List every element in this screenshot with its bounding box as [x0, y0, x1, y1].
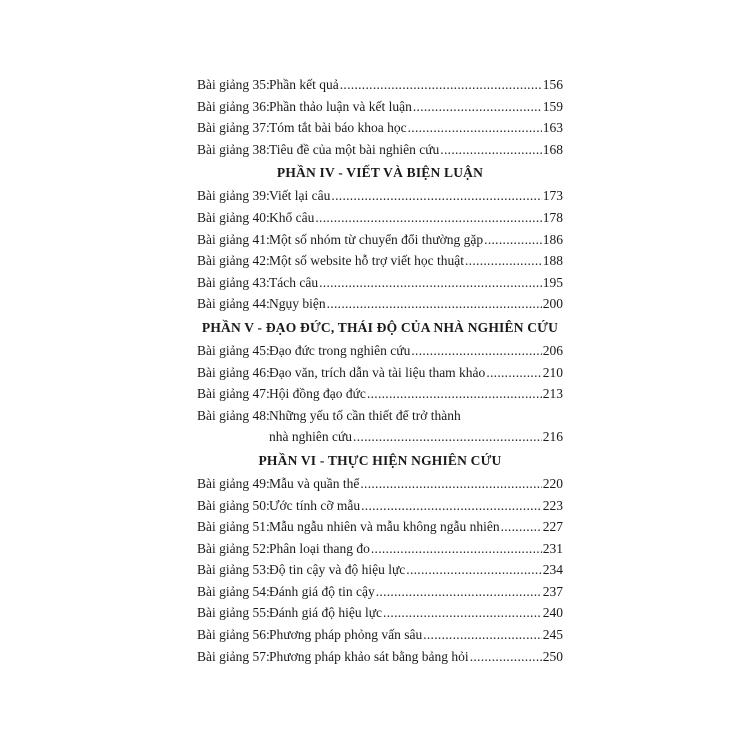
toc-entry [197, 383, 563, 405]
lecture-label: Bài giảng 36: [197, 98, 270, 114]
toc-entry [197, 272, 563, 294]
lecture-title: Những yếu tố cần thiết để trở thành [269, 407, 461, 423]
page-number: 237 [542, 583, 563, 599]
lecture-label: Bài giảng 41: [197, 231, 270, 247]
lecture-title: Tách câu [269, 274, 319, 290]
lecture-label: Bài giảng 48: [197, 407, 270, 423]
lecture-label: Bài giảng 42: [197, 253, 270, 269]
dot-leader [319, 272, 542, 294]
dot-leader [465, 250, 542, 272]
toc-entry [197, 96, 563, 118]
page-number: 210 [542, 364, 563, 380]
lecture-title: Tóm tắt bài báo khoa học [269, 120, 407, 136]
table-of-contents [197, 74, 563, 667]
lecture-label: Bài giảng 40: [197, 209, 270, 225]
lecture-label: Bài giảng 35: [197, 77, 270, 92]
dot-leader [331, 185, 541, 207]
toc-entry [197, 207, 563, 229]
page-number: 178 [542, 209, 563, 225]
toc-entry [197, 340, 563, 362]
dot-leader [423, 624, 542, 646]
dot-leader [315, 207, 541, 229]
lecture-title: Viết lại câu [269, 188, 331, 204]
toc-entry [197, 538, 563, 560]
lecture-label: Bài giảng 38: [197, 141, 270, 157]
lecture-title: Phương pháp phỏng vấn sâu [269, 627, 423, 643]
dot-leader [411, 340, 541, 362]
page-number: 186 [542, 231, 563, 247]
toc-entry [197, 74, 563, 96]
toc-entry [197, 250, 563, 272]
lecture-title: Hội đồng đạo đức [269, 386, 366, 402]
toc-entry [197, 139, 563, 161]
page-number: 195 [542, 274, 563, 290]
dot-leader [486, 362, 541, 384]
toc-entry [197, 473, 563, 495]
lecture-title: Phần thảo luận và kết luận [269, 98, 412, 114]
dot-leader [367, 383, 542, 405]
lecture-title: Mẫu ngẫu nhiên và mẫu không ngẫu nhiên [269, 519, 500, 535]
lecture-title: Tiêu đề của một bài nghiên cứu [269, 141, 440, 157]
lecture-title: Độ tin cậy và độ hiệu lực [269, 562, 406, 578]
page-number: 168 [542, 141, 563, 157]
dot-leader [327, 293, 542, 315]
toc-entry [197, 293, 563, 315]
lecture-label: Bài giảng 50: [197, 497, 270, 513]
lecture-label: Bài giảng 57: [197, 648, 270, 664]
lecture-title-continued: nhà nghiên cứu [269, 429, 353, 445]
page-number: 173 [542, 188, 563, 204]
lecture-title: Đạo đức trong nghiên cứu [269, 342, 411, 358]
page-number: 227 [542, 519, 563, 535]
dot-leader [376, 581, 542, 603]
lecture-title: Phân loại thang đo [269, 540, 370, 556]
toc-entry [197, 229, 563, 251]
lecture-title: Đánh giá độ hiệu lực [269, 605, 383, 621]
toc-entry [197, 117, 563, 139]
lecture-label: Bài giảng 47: [197, 386, 270, 402]
dot-leader [340, 74, 542, 96]
page-number: 250 [542, 648, 563, 664]
lecture-label: Bài giảng 54: [197, 583, 270, 599]
lecture-title: Phương pháp khảo sát bằng bảng hỏi [269, 648, 469, 664]
lecture-label: Bài giảng 44: [197, 296, 270, 312]
lecture-label: Bài giảng 49: [197, 475, 270, 491]
dot-leader [413, 96, 542, 118]
lecture-title: Đánh giá độ tin cậy [269, 583, 375, 599]
lecture-label: Bài giảng 39: [197, 188, 270, 204]
toc-entry [197, 602, 563, 624]
lecture-label: Bài giảng 55: [197, 605, 270, 621]
page-number: 206 [542, 342, 563, 358]
dot-leader [353, 426, 542, 448]
page-number: 156 [542, 77, 563, 92]
dot-leader [383, 602, 542, 624]
page-number: 216 [542, 429, 563, 445]
page-number: 245 [542, 627, 563, 643]
dot-leader [484, 229, 542, 251]
page-number: 240 [542, 605, 563, 621]
dot-leader [371, 538, 542, 560]
toc-entry [197, 362, 563, 384]
lecture-label: Bài giảng 51: [197, 519, 270, 535]
lecture-title: Một số nhóm từ chuyển đổi thường gặp [269, 231, 484, 247]
lecture-title: Phần kết quả [269, 77, 339, 92]
dot-leader [408, 117, 542, 139]
lecture-title: Khổ câu [269, 209, 315, 225]
lecture-title: Đạo văn, trích dẫn và tài liệu tham khảo [269, 364, 486, 380]
page-number: 223 [542, 497, 563, 513]
lecture-title: Một số website hỗ trợ viết học thuật [269, 253, 464, 269]
dot-leader [360, 473, 541, 495]
lecture-title: Ước tính cỡ mẫu [269, 497, 361, 513]
lecture-label: Bài giảng 43: [197, 274, 270, 290]
page-number: 188 [542, 253, 563, 269]
section-heading: PHẦN VI - THỰC HIỆN NGHIÊN CỨU [258, 452, 502, 468]
lecture-title: Ngụy biện [269, 296, 326, 312]
toc-entry [197, 185, 563, 207]
dot-leader [361, 495, 542, 517]
lecture-label: Bài giảng 45: [197, 342, 270, 358]
toc-entry [197, 516, 563, 538]
section-heading: PHẦN IV - VIẾT VÀ BIỆN LUẬN [276, 165, 484, 181]
lecture-title: Mẫu và quần thể [269, 475, 360, 491]
page-number: 200 [542, 296, 563, 312]
lecture-label: Bài giảng 53: [197, 562, 270, 578]
dot-leader [501, 516, 542, 538]
page-number: 220 [542, 475, 563, 491]
toc-entry [197, 646, 563, 668]
page-number: 163 [542, 120, 563, 136]
toc-entry [197, 624, 563, 646]
page-number: 231 [542, 540, 563, 556]
toc-entry [197, 495, 563, 517]
dot-leader [406, 559, 541, 581]
lecture-label: Bài giảng 52: [197, 540, 270, 556]
dot-leader [470, 646, 542, 668]
page-number: 213 [542, 386, 563, 402]
toc-entry [197, 405, 563, 448]
page-number: 159 [542, 98, 563, 114]
toc-entry [197, 581, 563, 603]
toc-entry [197, 559, 563, 581]
page-number: 234 [542, 562, 563, 578]
lecture-label: Bài giảng 56: [197, 627, 270, 643]
lecture-label: Bài giảng 37: [197, 120, 270, 136]
lecture-label: Bài giảng 46: [197, 364, 270, 380]
dot-leader [440, 139, 541, 161]
section-heading: PHẦN V - ĐẠO ĐỨC, THÁI ĐỘ CỦA NHÀ NGHIÊN CỨU [201, 319, 559, 335]
